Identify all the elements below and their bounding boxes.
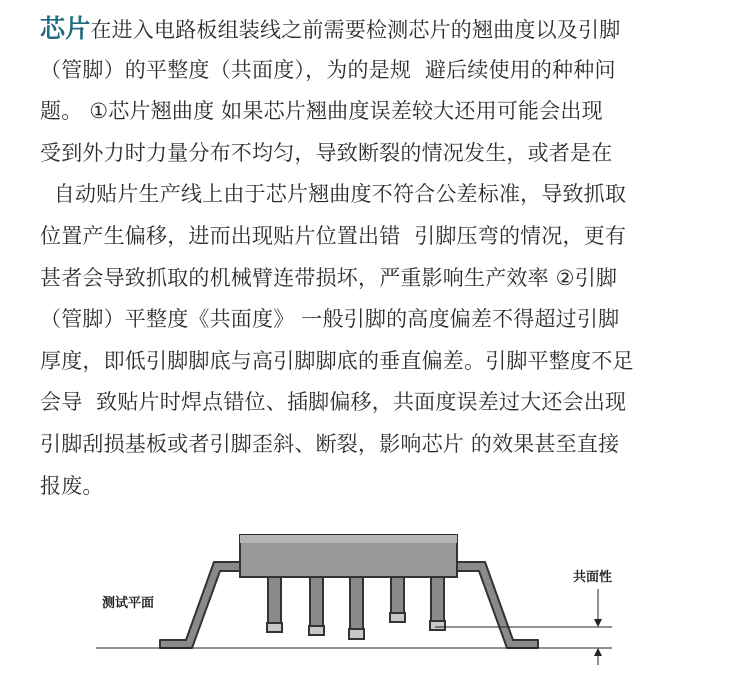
line-text: 在进入电路板组装线之前需要检测芯片的翘曲度以及引脚 [90,18,621,42]
coplanarity-diagram [0,515,755,678]
pin-4 [391,577,404,613]
text-line-2: （管脚）的平整度（共面度），为的是规 避后续使用的种种问 [40,57,616,82]
coplanarity-arrowhead-bottom [594,648,602,656]
pin-3-tip [349,629,364,639]
text-line-4: 受到外力时力量分布不均匀，导致断裂的情况发生，或者是在 [40,140,613,165]
article-text [40,8,740,507]
right-gullwing-lead [457,562,538,648]
pin-5-tip [430,621,445,630]
text-line-11: 引脚刮损基板或者引脚歪斜、断裂，影响芯片 的效果甚至直接 [40,431,620,456]
coplanarity-arrowhead-top [594,619,602,627]
text-line-10: 会导 致贴片时焊点错位、插脚偏移，共面度误差过大还会出现 [40,390,627,415]
pin-4-tip [390,613,405,622]
coplanarity-label: 共面性 [573,570,613,585]
text-line-5: 自动贴片生产线上由于芯片翘曲度不符合公差标准，导致抓取 [40,182,627,207]
pin-2 [310,577,323,626]
pin-3 [350,577,363,629]
pin-1 [268,577,281,623]
text-line-1 [40,8,740,50]
pin-2-tip [309,626,324,635]
pin-5 [431,577,444,621]
text-line-8: （管脚）平整度《共面度》 一般引脚的高度偏差不得超过引脚 [40,307,620,332]
text-line-9: 厚度，即低引脚脚底与高引脚脚底的垂直偏差。引脚平整度不足 [40,348,634,373]
text-line-6: 位置产生偏移，进而出现贴片位置出错 引脚压弯的情况，更有 [40,223,627,248]
text-line-7: 甚者会导致抓取的机械臂连带损坏，严重影响生产效率 ②引脚 [40,265,618,290]
left-gullwing-lead [160,562,240,648]
chip-body-shade [240,535,457,543]
measure-plane-label: 测试平面 [102,596,155,611]
text-line-3: 题。 ①芯片翘曲度 如果芯片翘曲度误差较大还用可能会出现 [40,99,603,124]
text-line-12: 报废。 [40,473,104,498]
article-title: 芯片 [40,14,91,43]
pin-1-tip [267,623,282,632]
